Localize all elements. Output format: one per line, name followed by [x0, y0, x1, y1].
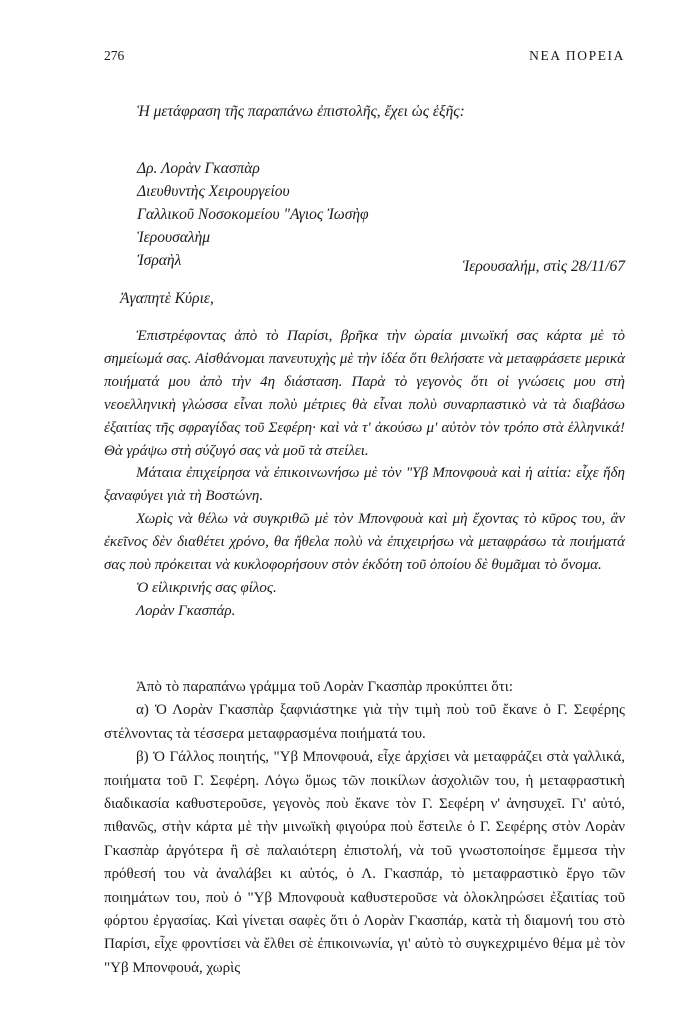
running-title: ΝΕΑ ΠΟΡΕΙΑ — [529, 48, 625, 63]
translation-intro: Ἡ μετάφραση τῆς παραπάνω ἐπιστολῆς, ἔχει ὡς ἑξῆς: — [137, 103, 465, 120]
letter-paragraph: Χωρὶς νὰ θέλω νὰ συγκριθῶ μὲ τὸν Μπονφουὰ καὶ μὴ ἔχοντας τὸ κῦρος του, ἂν ἐκεῖνος δὲν διαθέτει χρόνο, θα ἤθελα πολὺ νὰ ἐπιχειρήσω νὰ μεταφράσω τὰ ποιήματά σας ποὺ πρόκειται νὰ κυκλοφορήσουν στὸν ἐκδότη τοῦ ὁποίου δὲ θυμᾶμαι τὸ ὄνομα. — [104, 511, 625, 574]
letter-dateline: Ἱερουσαλήμ, στὶς 28/11/67 — [462, 258, 625, 275]
address-line: Γαλλικοῦ Νοσοκομείου "Αγιος Ἰωσὴφ — [137, 206, 369, 223]
letter-closing: Ὁ εἰλικρινής σας φίλος. — [136, 579, 277, 596]
commentary-paragraph: β) Ὁ Γάλλος ποιητής, "Υβ Μπονφουά, εἶχε ἀρχίσει νὰ μεταφράζει στὰ γαλλικά, ποιήματα τοῦ Γ. Σεφέρη. Λόγω ὅμως τῶν ποικίλων ἀσχολιῶν του, ἡ μεταφραστικὴ διαδικασία καθυστεροῦσε, γεγονὸς ποὺ ἔκανε τὸν Γ. Σεφέρη ν' ἀνησυχεῖ. Γι' αὐτό, πιθανῶς, στὴν κάρτα μὲ τὴν μινωϊκὴ φιγούρα ποὺ ἔστειλε ὁ Γ. Σεφέρης στὸν Λορὰν Γκασπὰρ ἀργότερα ἢ σὲ παλαιότερη ἐπιστολή, νὰ τοῦ γνωστοποίησε ἔμμεσα τὴν πρόθεσή του νὰ ἀναλάβει κι αὐτός, ὁ Λ. Γκασπάρ, τὸ μεταφραστικὸ ἔργο τῶν ποιημάτων του, ποὺ ὁ "Υβ Μπονφουὰ καθυστεροῦσε νὰ ὁλοκληρώσει ἐξαιτίας τοῦ φόρτου ἐργασίας. Καὶ γίνεται σαφὲς ὅτι ὁ Λορὰν Γκασπάρ, κατὰ τὴ διαμονή του στὸ Παρίσι, εἶχε φροντίσει νὰ ἔλθει σὲ ἐπικοινωνία, γι' αὐτὸ τὸ συγκεχριμένο θέμα μὲ τὸν "Υβ Μπονφουά, χωρὶς — [104, 749, 625, 976]
letter-body — [104, 325, 625, 623]
recipient-address — [137, 157, 369, 272]
address-line: Δρ. Λορὰν Γκασπὰρ — [137, 160, 260, 177]
address-line: Διευθυντὴς Χειρουργείου — [137, 183, 290, 200]
letter-signature: Λορὰν Γκασπάρ. — [136, 602, 236, 619]
page-number: 276 — [104, 48, 125, 63]
running-header — [104, 48, 625, 64]
letter-salutation: Ἀγαπητὲ Κύριε, — [120, 290, 214, 307]
commentary-paragraph: Ἀπὸ τὸ παραπάνω γράμμα τοῦ Λορὰν Γκασπὰρ προκύπτει ὅτι: — [136, 679, 514, 695]
letter-paragraph: Μάταια ἐπιχείρησα νὰ ἐπικοινωνήσω μὲ τὸν "Υβ Μπονφουὰ καὶ ἡ αἰτία: εἶχε ἤδη ξαναφύγει γιὰ τὴ Βοστώνη. — [104, 465, 625, 505]
commentary-body — [104, 676, 625, 980]
address-line: Ἰσραὴλ — [137, 252, 182, 269]
letter-paragraph: Ἐπιστρέφοντας ἀπὸ τὸ Παρίσι, βρῆκα τὴν ὡραία μινωϊκή σας κάρτα μὲ τὸ σημείωμά σας. Αἰσθάνομαι πανευτυχὴς μὲ τὴν ἰδέα ὅτι θελήσατε νὰ μεταφράσετε μερικὰ ποιήματά μου ἀπὸ τὴν 4η διάσταση. Παρὰ τὸ γεγονὸς ὅτι οἱ γνώσεις μου στὴ νεοελληνικὴ γλώσσα εἶναι πολὺ μέτριες θὰ εἶναι πολὺ συναρπαστικὸ νὰ τὰ διαβάσω ἐξαιτίας τῆς σφραγίδας τοῦ Σεφέρη· καὶ νὰ τ' ἀκούσω μ' αὐτὸν τὸν τρόπο στὰ ἑλληνικά! Θὰ γράψω στὴ σύζυγό σας νὰ μοῦ τὰ στείλει. — [104, 328, 625, 459]
address-line: Ἱερουσαλὴμ — [137, 229, 211, 246]
commentary-paragraph: α) Ὁ Λορὰν Γκασπὰρ ξαφνιάστηκε γιὰ τὴν τιμὴ ποὺ τοῦ ἔκανε ὁ Γ. Σεφέρης στέλνοντας τὰ τέσσερα μεταφρασμένα ποιήματά του. — [104, 702, 625, 742]
